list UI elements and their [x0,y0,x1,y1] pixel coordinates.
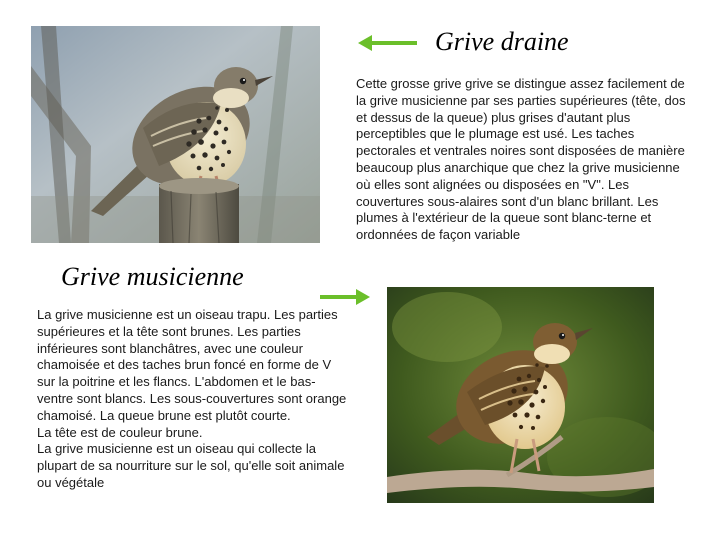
title-grive-draine: Grive draine [435,27,569,56]
photo-grive-draine [31,26,320,243]
title-grive-musicienne: Grive musicienne [61,262,244,291]
description-grive-draine [356,76,686,244]
description-line-1: La grive musicienne est un oiseau trapu. Les parties supérieures et la tête sont brunes. Les parties inférieures sont blanchâtres, avec une couleur chamoisée et des taches brun foncé en forme de V sur la poitrine et les flancs. L'abdomen et le bas-ventre sont blancs. Les sous-couvertures sont orange chamoisé. La queue brune est plutôt courte. [37,307,347,423]
arrow-right-icon [320,288,370,306]
description-line-3: La grive musicienne est un oiseau qui collecte la plupart de sa nourriture sur le sol, qu'elle soit animale ou végétale [37,441,345,490]
description-grive-musicienne [37,307,347,492]
description-grive-draine-text: Cette grosse grive grive se distingue assez facilement de la grive musicienne par ses parties supérieures (tête, dos et dessus de la queue) plus grises d'autant plus perceptibles que le plumage est usé. Les taches pectorales et ventrales noires sont disposées de manière beaucoup plus anarchique que chez la grive musicienne où elles sont alignées ou disposées en "V". Les couvertures sous-alaires sont d'un blanc brillant. Les plumes à l'extérieur de la queue sont blanc-terne et ordonnées de façon variable [356,76,686,243]
photo-grive-musicienne [387,287,654,503]
description-line-2: La tête est de couleur brune. [37,424,203,440]
arrow-left-icon [358,34,418,52]
